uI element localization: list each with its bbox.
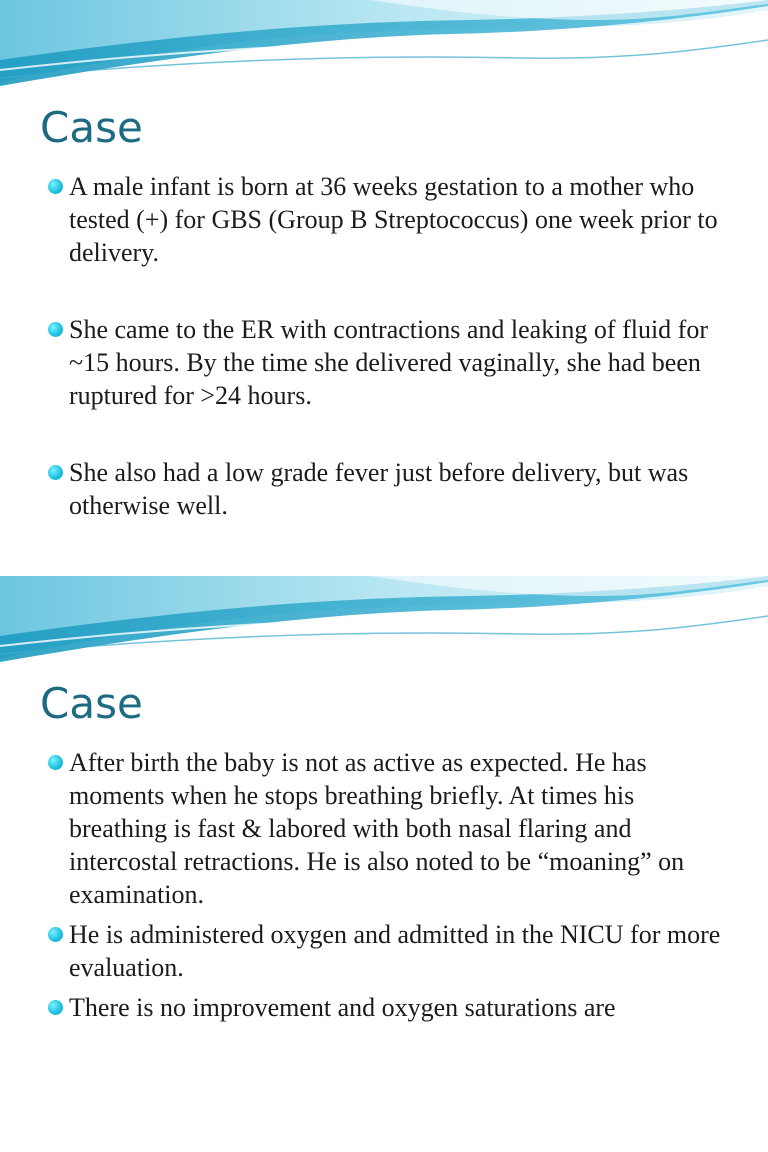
bullet-dot-icon (48, 927, 63, 942)
bullet-text: She came to the ER with contractions and leaking of fluid for ~15 hours. By the time she delivered vaginally, she had been ruptured for >24 hours. (69, 315, 708, 410)
bullet-text: She also had a low grade fever just before delivery, but was otherwise well. (69, 458, 689, 520)
bullet-dot-icon (48, 322, 63, 337)
bullet-dot-icon (48, 755, 63, 770)
slide-title: Case (40, 103, 143, 152)
bullet-text: He is administered oxygen and admitted in the NICU for more evaluation. (69, 920, 721, 982)
bullet-item (48, 170, 728, 269)
bullet-text: After birth the baby is not as active as expected. He has moments when he stops breathing briefly. At times his breathing is fast & labored with both nasal flaring and intercostal retractions. He is also noted to be “moaning” on examination. (69, 748, 685, 909)
bullet-item (48, 991, 728, 1024)
bullet-list (48, 746, 728, 1031)
bullet-dot-icon (48, 1000, 63, 1015)
bullet-item (48, 456, 728, 522)
bullet-text: There is no improvement and oxygen saturations are (69, 993, 616, 1022)
bullet-dot-icon (48, 179, 63, 194)
bullet-text: A male infant is born at 36 weeks gestation to a mother who tested (+) for GBS (Group B Streptococcus) one week prior to delivery. (69, 172, 718, 267)
wave-header-decoration (0, 576, 768, 672)
slide-title: Case (40, 679, 143, 728)
bullet-dot-icon (48, 465, 63, 480)
bullet-item (48, 746, 728, 911)
bullet-item (48, 313, 728, 412)
wave-header-decoration (0, 0, 768, 96)
slide-2 (0, 576, 768, 1152)
bullet-item (48, 918, 728, 984)
bullet-list (48, 170, 728, 566)
